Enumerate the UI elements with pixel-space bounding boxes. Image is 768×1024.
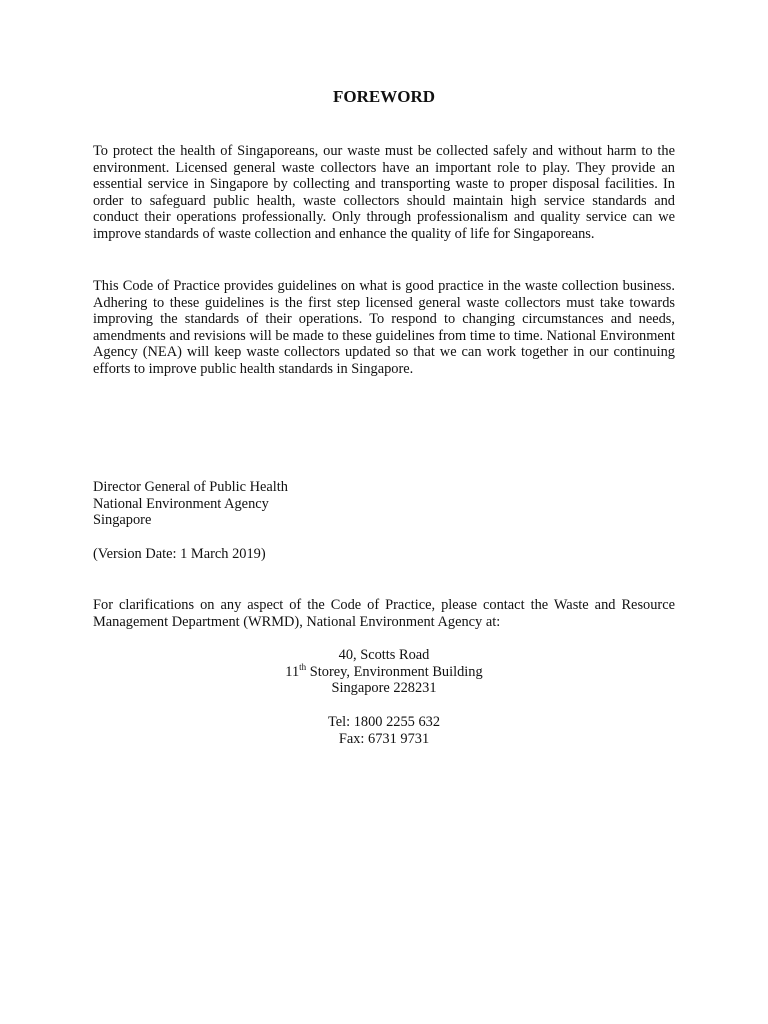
address-postal: Singapore 228231 xyxy=(331,680,437,697)
contact-tel: Tel: 1800 2255 632 xyxy=(327,714,441,730)
signature-block xyxy=(93,479,288,529)
clarification-paragraph: For clarifications on any aspect of the Code of Practice, please contact the Waste and Resource Management Department (WRMD), National Environment Agency at: xyxy=(93,597,675,630)
contact-block xyxy=(0,714,768,747)
signature-country: Singapore xyxy=(93,512,152,529)
contact-fax: Fax: 6731 9731 xyxy=(338,730,430,747)
foreword-paragraph-1: To protect the health of Singaporeans, our waste must be collected safely and without harm to the environment. Licensed general waste collectors have an important role to play. They provide an essential service in Singapore by collecting and transporting waste to proper disposal facilities. In order to safeguard public health, waste collectors should maintain high service standards and conduct their operations professionally. Only through professionalism and quality service can we improve standards of waste collection and enhance the quality of life for Singaporeans. xyxy=(93,143,675,242)
foreword-paragraph-2: This Code of Practice provides guidelines on what is good practice in the waste collection business. Adhering to these guidelines is the first step licensed general waste collectors must take towards improving the standards of their operations. To respond to changing circumstances and needs, amendments and revisions will be made to these guidelines from time to time. National Environment Agency (NEA) will keep waste collectors updated so that we can work together in our continuing efforts to improve public health standards in Singapore. xyxy=(93,278,675,377)
page-title: FOREWORD xyxy=(333,87,435,106)
address-street: 40, Scotts Road xyxy=(338,647,430,663)
version-date: (Version Date: 1 March 2019) xyxy=(93,546,266,562)
signature-title: Director General of Public Health xyxy=(93,479,288,495)
address-block xyxy=(0,647,768,697)
address-building: 11th Storey, Environment Building xyxy=(285,661,483,680)
signature-agency: National Environment Agency xyxy=(93,495,269,512)
